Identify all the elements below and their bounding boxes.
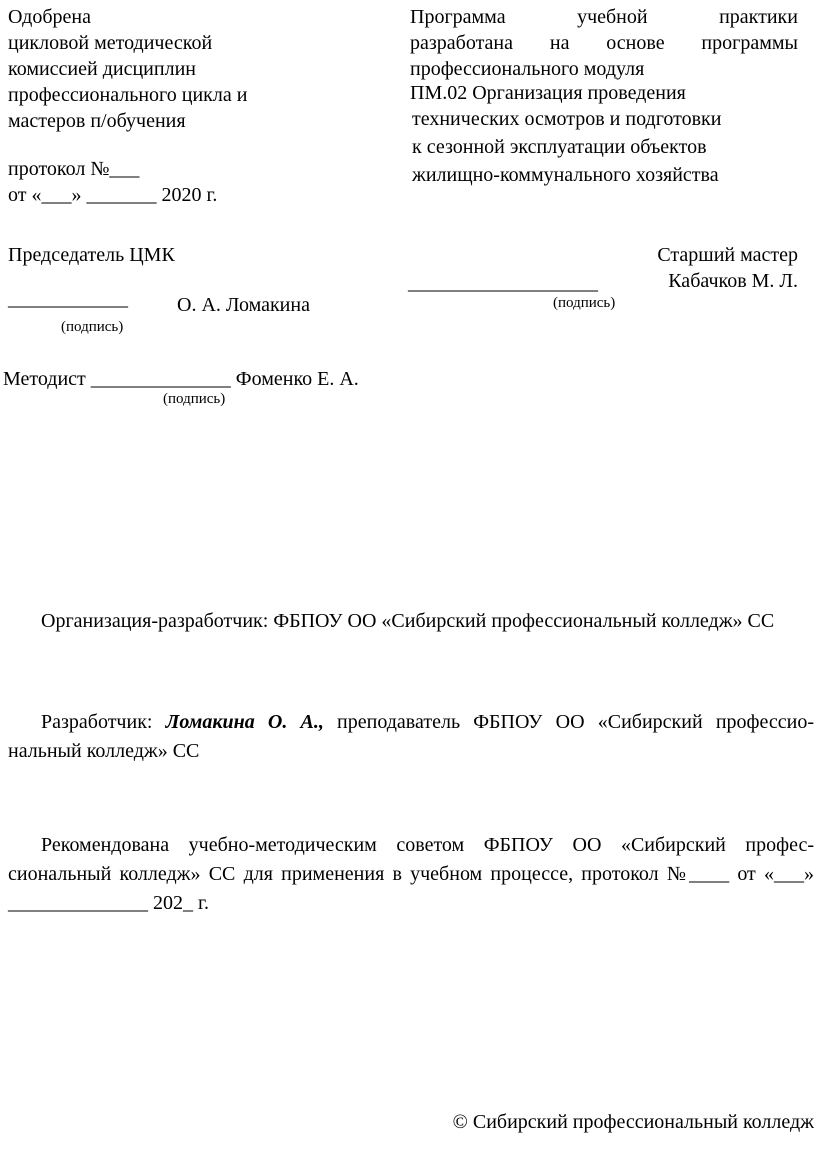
approval-line: профессионального цикла и	[8, 84, 248, 106]
program-line-2	[410, 30, 798, 56]
methodist-signature-caption: (подпись)	[163, 391, 226, 407]
recommendation-paragraph	[8, 831, 814, 918]
developer-label: Разработчик:	[41, 711, 153, 733]
program-line: профессионального модуля	[410, 58, 645, 80]
chairman-signature-caption: (подпись)	[61, 319, 124, 335]
program-word: учебной	[577, 6, 648, 28]
chairman-signature-line: ____________	[8, 288, 128, 310]
approval-line: цикловой методической	[8, 32, 213, 54]
chairman-title: Председатель ЦМК	[8, 244, 175, 266]
protocol-number: протокол №___	[8, 158, 140, 180]
copyright: © Сибирский профессиональный колледж	[452, 1111, 814, 1133]
organization-text: Организация-разработчик: ФБПОУ ОО «Сибирский профессиональный колледж» СС	[41, 610, 775, 632]
master-title: Старший мастер	[657, 244, 798, 266]
master-name: Кабачков М. Л.	[668, 270, 798, 292]
methodist-signature: Методист ______________ Фоменко Е. А.	[3, 368, 359, 390]
organization-paragraph	[8, 607, 814, 636]
developer-name: Ломакина О. А.,	[165, 711, 324, 733]
approval-line: Одобрена	[8, 6, 91, 28]
program-line-1	[410, 4, 798, 30]
master-signature-line: ___________________	[408, 272, 598, 294]
protocol-date: от «___» _______ 2020 г.	[8, 184, 218, 206]
program-word: практики	[719, 6, 798, 28]
program-line: технических осмотров и подготовки	[412, 108, 722, 130]
program-word: программы	[701, 32, 798, 54]
program-line: ПМ.02 Организация проведения	[410, 82, 686, 104]
recommendation-text: Рекомендована учебно-методическим советом ФБПОУ ОО «Сибирский профес-сиональный колледж» СС для применения в учебном процессе, протокол №____ от «___» ______________ 202_ г.	[8, 834, 814, 914]
master-signature-caption: (подпись)	[553, 295, 616, 311]
approval-line: мастеров п/обучения	[8, 110, 186, 132]
program-line: жилищно-коммунального хозяйства	[412, 164, 719, 186]
program-word: Программа	[410, 6, 506, 28]
program-word: разработана	[410, 32, 514, 54]
developer-text: преподаватель ФБПОУ ОО «Сибирский профессио-нальный колледж» СС	[8, 711, 814, 762]
approval-line: комиссией дисциплин	[8, 58, 196, 80]
chairman-name: О. А. Ломакина	[177, 294, 310, 316]
program-word: на	[549, 32, 570, 54]
program-word: основе	[606, 32, 665, 54]
program-line: к сезонной эксплуатации объектов	[412, 136, 707, 158]
developer-paragraph	[8, 708, 814, 766]
